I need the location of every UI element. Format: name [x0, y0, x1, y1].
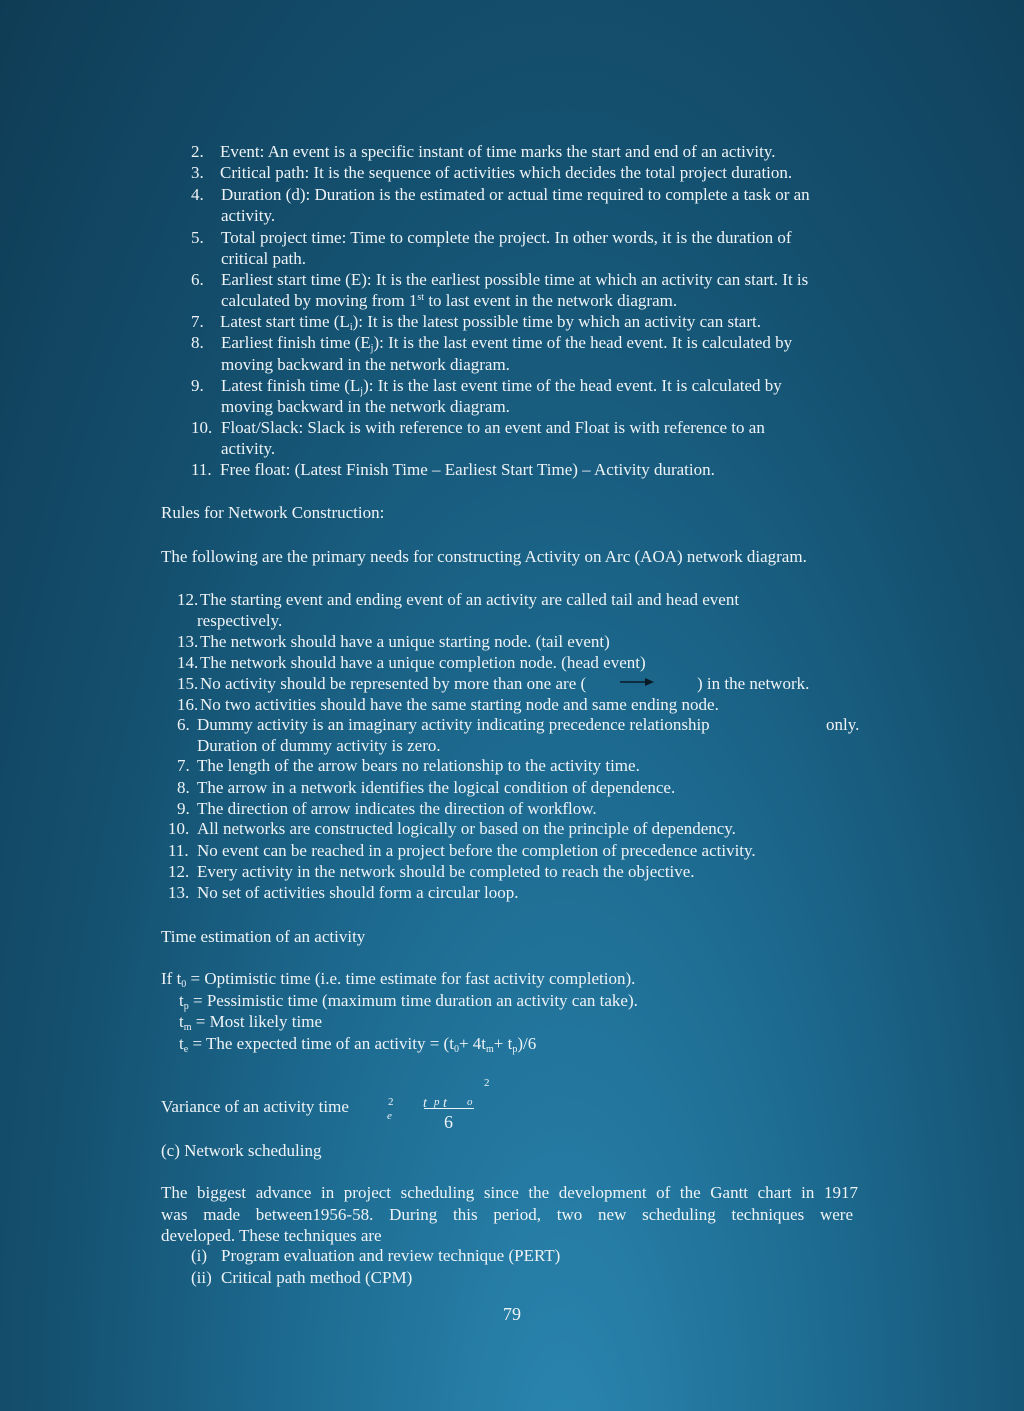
text-segment: ): It is the latest possible time by which an activity can start.	[352, 312, 761, 331]
text-segment: If t	[161, 969, 182, 988]
subscript: m	[486, 1044, 494, 1055]
text-segment: + 4t	[458, 1034, 486, 1053]
text-segment: = The expected time of an activity = (t	[188, 1034, 454, 1053]
list-item: No activity should be represented by more than one are (	[200, 674, 587, 693]
list-item-continuation: moving backward in the network diagram.	[221, 397, 510, 416]
list-item: The length of the arrow bears no relationship to the activity time.	[197, 756, 640, 775]
formula-e-subscript: e	[387, 1110, 392, 1122]
text-segment: calculated by moving from 1	[221, 291, 418, 310]
list-item: The direction of arrow indicates the direction of workflow.	[197, 799, 597, 818]
list-item: The network should have a unique completion node. (head event)	[200, 653, 646, 672]
list-item-continuation: Duration of dummy activity is zero.	[197, 736, 441, 755]
list-item: The network should have a unique starting node. (tail event)	[200, 632, 610, 651]
list-item: The arrow in a network identifies the logical condition of dependence.	[197, 778, 676, 797]
list-number: 2.	[191, 142, 204, 161]
list-number: 13.	[177, 632, 199, 651]
list-number: 6.	[177, 715, 190, 734]
text-segment: t	[179, 1012, 184, 1031]
list-number: 8.	[191, 333, 204, 352]
rules-heading: Rules for Network Construction:	[161, 503, 385, 522]
paragraph-line: was made between1956-58. During this period, two new scheduling techniques were	[161, 1205, 853, 1224]
subscript: i	[349, 322, 353, 333]
list-item: Dummy activity is an imaginary activity indicating precedence relationship	[197, 715, 710, 734]
list-number: 8.	[177, 778, 190, 797]
paragraph-line: The biggest advance in project scheduling since the development of the Gantt chart in 1917	[161, 1183, 858, 1202]
text-segment: to last event in the network diagram.	[424, 291, 678, 310]
text-segment: )/6	[517, 1034, 537, 1053]
list-item: Critical path: It is the sequence of activities which decides the total project duration.	[220, 163, 793, 182]
list-item-continuation: respectively.	[197, 611, 283, 630]
list-item: Every activity in the network should be completed to reach the objective.	[197, 862, 695, 881]
list-item: No set of activities should form a circular loop.	[197, 883, 519, 902]
list-number: 12.	[177, 590, 199, 609]
formula-t-term: t	[443, 1096, 447, 1111]
list-item-continuation	[221, 290, 677, 311]
text-segment: = Most likely time	[191, 1012, 322, 1031]
text-segment: Earliest finish time (E	[221, 333, 371, 352]
subscript: p	[183, 1001, 189, 1012]
formula-sq-superscript: 2	[388, 1096, 394, 1108]
list-item: Total project time: Time to complete the project. In other words, it is the duration of	[221, 228, 792, 247]
subscript: 0	[453, 1044, 459, 1055]
list-item: Free float: (Latest Finish Time – Earliest Start Time) – Activity duration.	[220, 460, 715, 479]
list-item-tail: only.	[826, 715, 860, 734]
time-line-expected	[179, 1033, 536, 1054]
list-number: 16.	[177, 695, 199, 714]
text-segment: Latest start time (L	[220, 312, 350, 331]
list-item	[221, 332, 792, 353]
text-segment: t	[179, 991, 184, 1010]
subscript: p	[512, 1044, 518, 1055]
time-line-most-likely	[179, 1011, 322, 1032]
text-segment: Latest finish time (L	[221, 376, 361, 395]
list-number: 7.	[177, 756, 190, 775]
time-line-optimistic	[161, 968, 635, 989]
time-heading: Time estimation of an activity	[161, 927, 366, 946]
paragraph-line: developed. These techniques are	[161, 1226, 382, 1245]
text-segment: ): It is the last event time of the head event. It is calculated by	[373, 333, 793, 352]
formula-o-subscript: o	[467, 1096, 473, 1108]
list-number: 13.	[168, 883, 190, 902]
list-number: 6.	[191, 270, 204, 289]
list-number: 10.	[168, 819, 190, 838]
formula-denominator: 6	[444, 1112, 453, 1132]
list-number: 5.	[191, 228, 204, 247]
list-item: Event: An event is a specific instant of time marks the start and end of an activity.	[220, 142, 776, 161]
list-number: 4.	[191, 185, 204, 204]
list-item: The starting event and ending event of an activity are called tail and head event	[200, 590, 740, 609]
list-number: 9.	[177, 799, 190, 818]
text-segment: t	[179, 1034, 184, 1053]
formula-sq-superscript: 2	[484, 1077, 490, 1089]
formula-t-term: t	[423, 1096, 427, 1111]
list-number: 7.	[191, 312, 204, 331]
list-item: All networks are constructed logically or based on the principle of dependency.	[197, 819, 736, 838]
list-item	[221, 375, 782, 396]
list-number: 11.	[168, 841, 189, 860]
variance-label: Variance of an activity time	[161, 1097, 349, 1116]
list-item: Float/Slack: Slack is with reference to an event and Float is with reference to an	[221, 418, 765, 437]
list-item: Critical path method (CPM)	[221, 1268, 413, 1287]
fraction-bar	[424, 1108, 474, 1109]
subscript: m	[183, 1022, 192, 1033]
list-item-tail: ) in the network.	[697, 674, 810, 693]
scheduling-heading: (c) Network scheduling	[161, 1141, 322, 1160]
list-number: (ii)	[191, 1268, 212, 1287]
subscript: j	[360, 386, 364, 397]
list-number: 9.	[191, 376, 204, 395]
time-line-pessimistic	[179, 990, 638, 1011]
list-item-continuation: activity.	[221, 439, 276, 458]
list-number: 3.	[191, 163, 204, 182]
list-item: No event can be reached in a project before the completion of precedence activity.	[197, 841, 756, 860]
list-item-continuation: activity.	[221, 206, 276, 225]
list-item: Program evaluation and review technique (PERT)	[221, 1246, 561, 1265]
list-item: No two activities should have the same starting node and same ending node.	[200, 695, 719, 714]
list-number: (i)	[191, 1246, 208, 1265]
list-item-continuation: critical path.	[221, 249, 306, 268]
subscript: j	[370, 343, 374, 354]
list-item-continuation: moving backward in the network diagram.	[221, 355, 510, 374]
text-segment: ): It is the last event time of the head event. It is calculated by	[363, 376, 782, 395]
text-segment: + t	[493, 1034, 513, 1053]
page-number: 79	[503, 1304, 521, 1324]
list-number: 14.	[177, 653, 199, 672]
subscript: e	[183, 1044, 189, 1055]
text-segment: = Pessimistic time (maximum time duration an activity can take).	[188, 991, 638, 1010]
formula-p-subscript: p	[434, 1096, 440, 1108]
arrow-icon	[619, 675, 657, 689]
list-number: 12.	[168, 862, 190, 881]
subscript: 0	[181, 979, 187, 990]
list-item: Duration (d): Duration is the estimated or actual time required to complete a task or an	[221, 185, 810, 204]
list-number: 10.	[191, 418, 213, 437]
list-number: 11.	[191, 460, 212, 479]
list-item	[220, 311, 761, 332]
rules-intro: The following are the primary needs for constructing Activity on Arc (AOA) network diagram.	[161, 547, 807, 566]
list-item: Earliest start time (E): It is the earliest possible time at which an activity can start. It is	[221, 270, 809, 289]
superscript: st	[417, 292, 425, 303]
list-number: 15.	[177, 674, 199, 693]
text-segment: = Optimistic time (i.e. time estimate for fast activity completion).	[186, 969, 636, 988]
